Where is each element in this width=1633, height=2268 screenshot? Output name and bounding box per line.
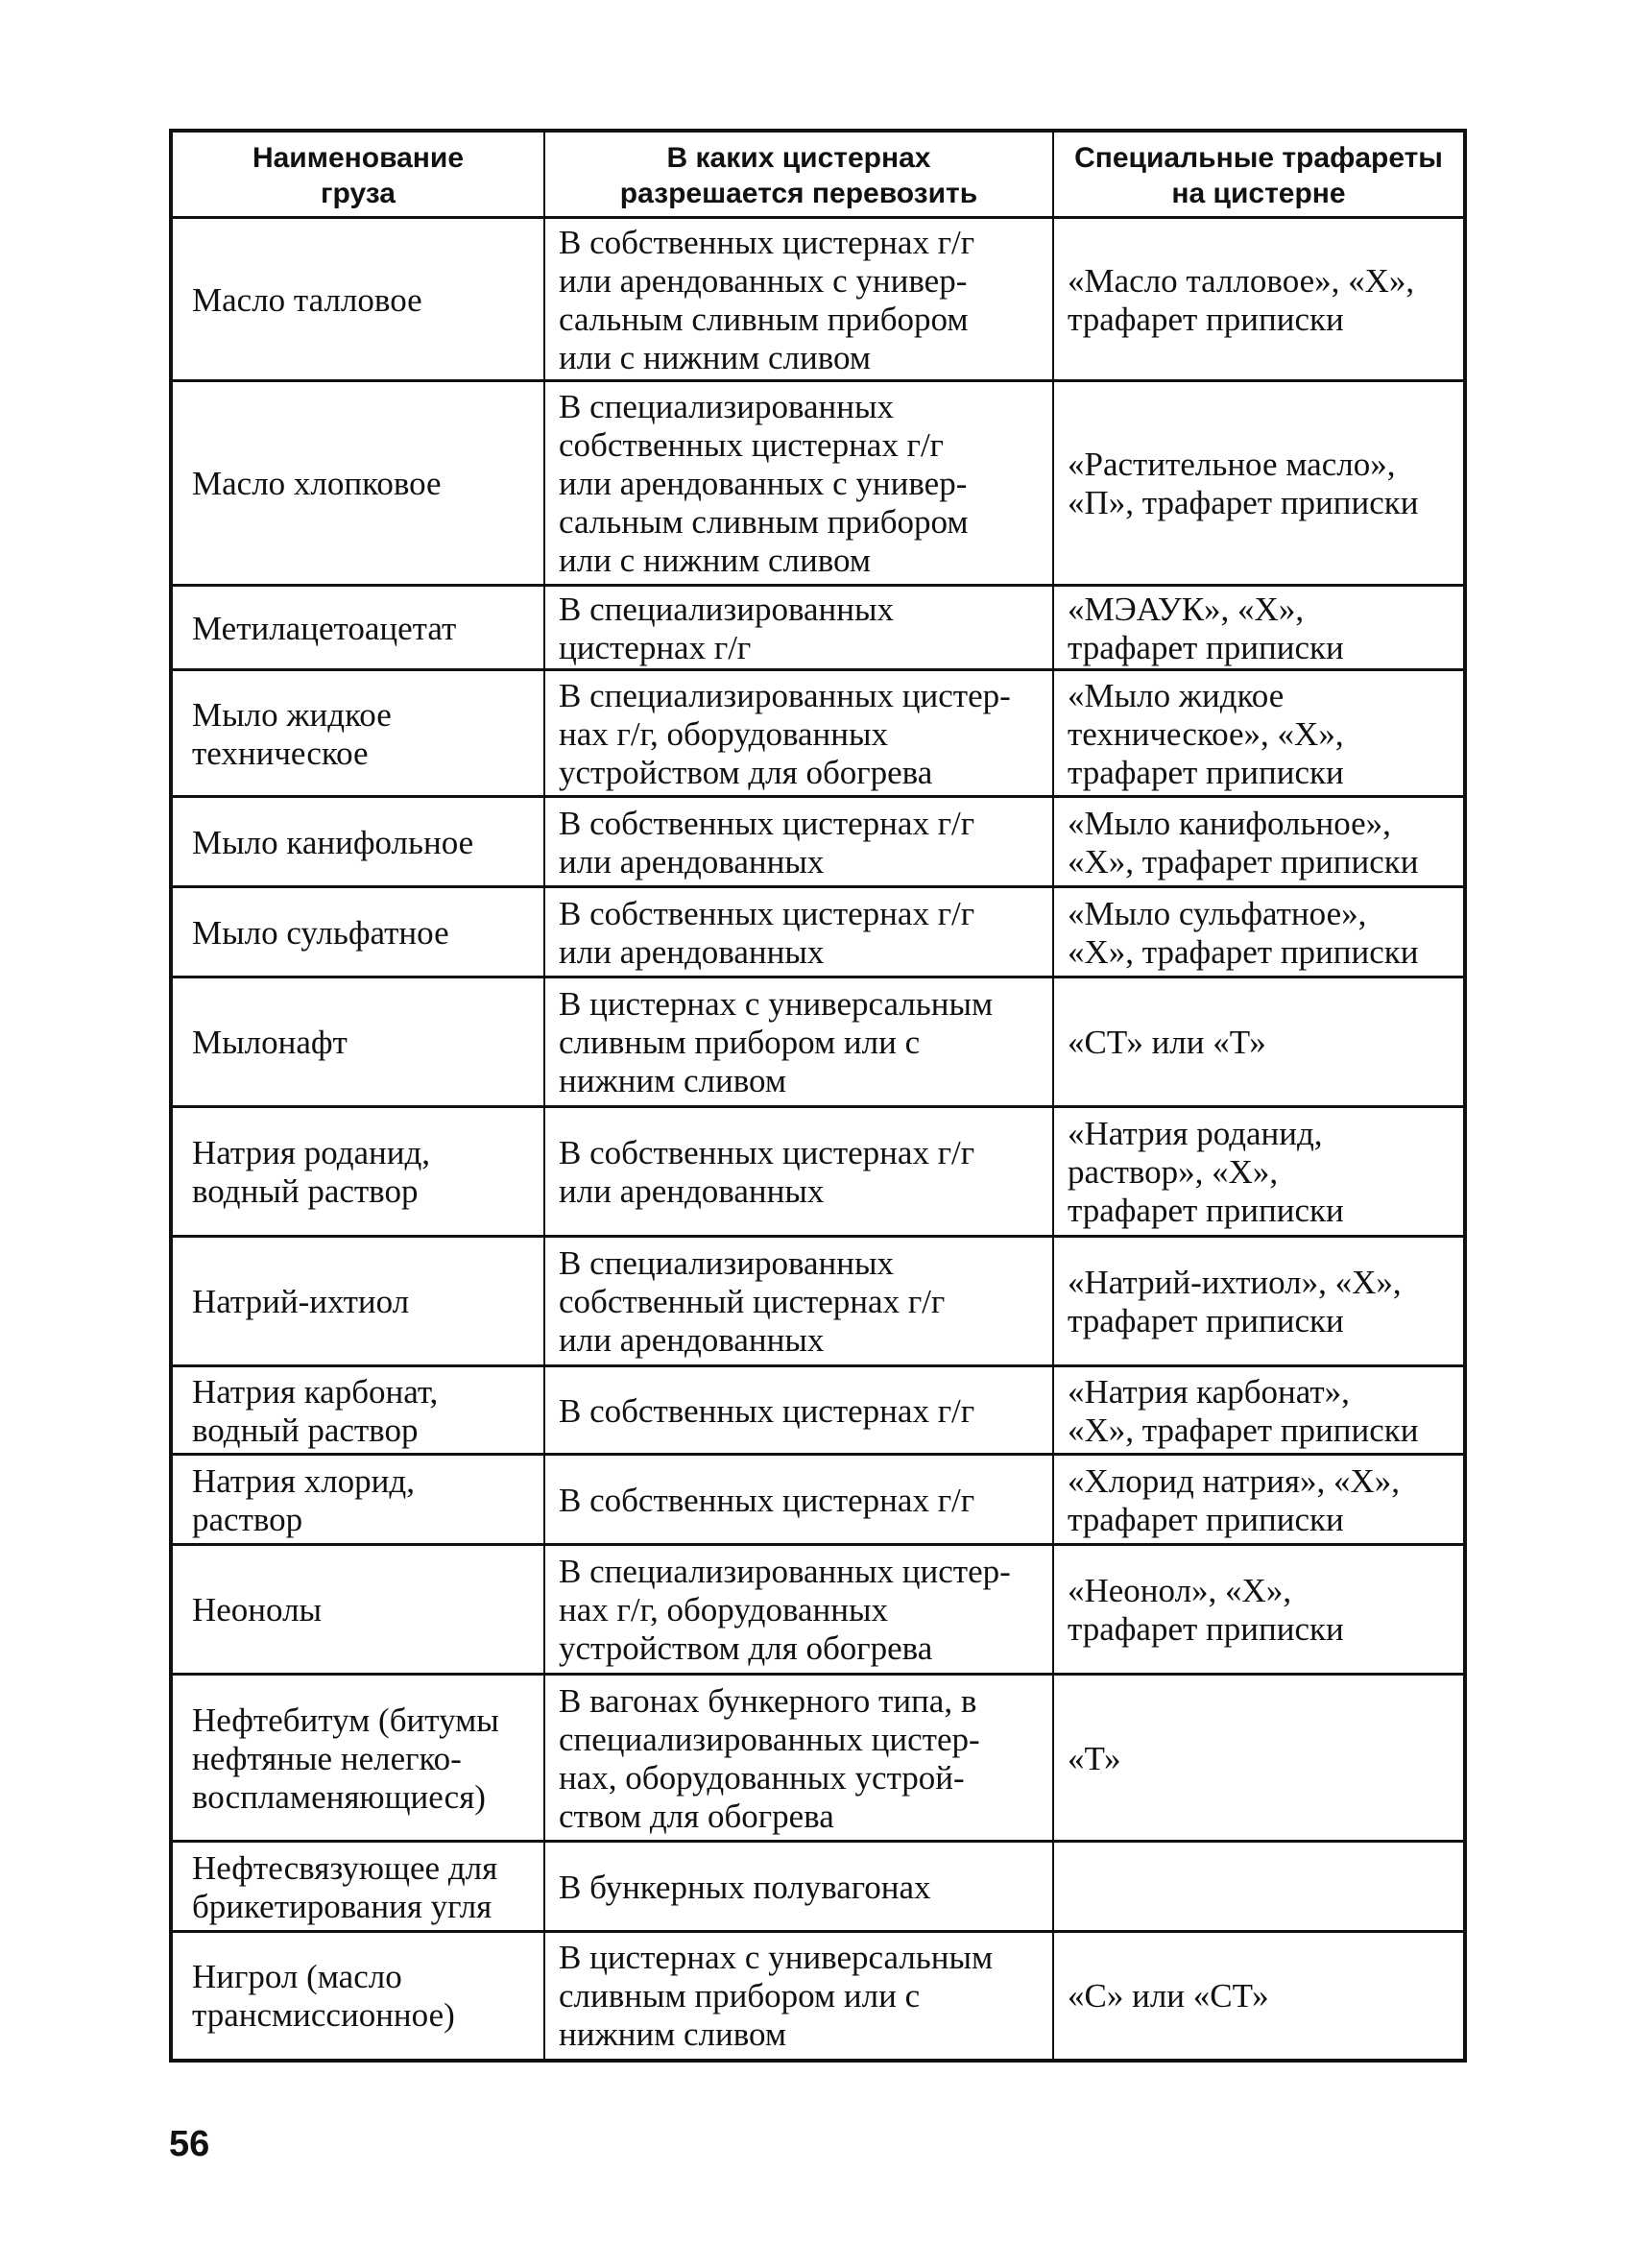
stencils-cell: «Растительное масло», «П», трафарет приписки [1053,381,1465,586]
tanks-cell: В собственных цистернах г/г [544,1455,1053,1545]
table-body [171,218,1465,2061]
table-row [171,977,1465,1107]
stencils-cell: «Хлорид натрия», «Х», трафарет приписки [1053,1455,1465,1545]
cargo-name-cell: Нефтесвязующее для брикетирования угля [171,1842,544,1932]
stencils-cell: «МЭАУК», «Х», трафарет приписки [1053,586,1465,670]
tanks-cell: В вагонах бункерного типа, в специализированных цистер- нах, оборудованных устрой- ством для обогрева [544,1675,1053,1842]
cargo-table [169,129,1467,2063]
stencils-cell: «Мыло жидкое техническое», «Х», трафарет приписки [1053,670,1465,797]
tanks-cell: В специализированных собственных цистернах г/г или арендованных с универ- сальным сливным прибором или с нижним сливом [544,381,1053,586]
table-row [171,670,1465,797]
tanks-cell: В специализированных цистернах г/г [544,586,1053,670]
stencils-cell: «СТ» или «Т» [1053,977,1465,1107]
table-row [171,1842,1465,1932]
tanks-cell: В специализированных цистер- нах г/г, оборудованных устройством для обогрева [544,1545,1053,1675]
cargo-name-cell: Натрий-ихтиол [171,1237,544,1366]
header-cargo-name: Наименование груза [171,131,544,218]
table-row [171,1545,1465,1675]
tanks-cell: В специализированных цистер- нах г/г, оборудованных устройством для обогрева [544,670,1053,797]
stencils-cell [1053,1842,1465,1932]
table-row [171,1932,1465,2061]
header-special-stencils: Специальные трафареты на цистерне [1053,131,1465,218]
table-row [171,1675,1465,1842]
cargo-name-cell: Нигрол (масло трансмиссионное) [171,1932,544,2061]
stencils-cell: «Натрий-ихтиол», «Х», трафарет приписки [1053,1237,1465,1366]
tanks-cell: В цистернах с универсальным сливным прибором или с нижним сливом [544,977,1053,1107]
tanks-cell: В собственных цистернах г/г или арендованных [544,797,1053,887]
page-number: 56 [169,2124,210,2164]
stencils-cell: «Мыло сульфатное», «Х», трафарет приписки [1053,887,1465,977]
cargo-name-cell: Мылонафт [171,977,544,1107]
tanks-cell: В специализированных собственный цистернах г/г или арендованных [544,1237,1053,1366]
table-row [171,1366,1465,1455]
cargo-name-cell: Мыло жидкое техническое [171,670,544,797]
tanks-cell: В собственных цистернах г/г или арендованных с универ- сальным сливным прибором или с нижним сливом [544,218,1053,381]
tanks-cell: В бункерных полувагонах [544,1842,1053,1932]
table-row [171,797,1465,887]
table-row [171,1237,1465,1366]
table-row [171,1455,1465,1545]
table-row [171,586,1465,670]
cargo-name-cell: Натрия карбонат, водный раствор [171,1366,544,1455]
cargo-name-cell: Нефтебитум (битумы нефтяные нелегко- воспламеняющиеся) [171,1675,544,1842]
table-row [171,218,1465,381]
stencils-cell: «Т» [1053,1675,1465,1842]
tanks-cell: В собственных цистернах г/г или арендованных [544,887,1053,977]
cargo-name-cell: Метилацетоацетат [171,586,544,670]
table-row [171,381,1465,586]
cargo-name-cell: Мыло сульфатное [171,887,544,977]
cargo-name-cell: Масло талловое [171,218,544,381]
stencils-cell: «Мыло канифольное», «Х», трафарет приписки [1053,797,1465,887]
tanks-cell: В собственных цистернах г/г или арендованных [544,1107,1053,1237]
stencils-cell: «Натрия карбонат», «Х», трафарет приписки [1053,1366,1465,1455]
table-header [171,131,1465,218]
stencils-cell: «Масло талловое», «Х», трафарет приписки [1053,218,1465,381]
table-row [171,1107,1465,1237]
header-row [171,131,1465,218]
stencils-cell: «Натрия роданид, раствор», «Х», трафарет приписки [1053,1107,1465,1237]
cargo-name-cell: Натрия хлорид, раствор [171,1455,544,1545]
cargo-name-cell: Неонолы [171,1545,544,1675]
tanks-cell: В цистернах с универсальным сливным прибором или с нижним сливом [544,1932,1053,2061]
cargo-name-cell: Мыло канифольное [171,797,544,887]
tanks-cell: В собственных цистернах г/г [544,1366,1053,1455]
cargo-name-cell: Масло хлопковое [171,381,544,586]
stencils-cell: «С» или «СТ» [1053,1932,1465,2061]
table-row [171,887,1465,977]
cargo-name-cell: Натрия роданид, водный раствор [171,1107,544,1237]
header-allowed-tanks: В каких цистернах разрешается перевозить [544,131,1053,218]
stencils-cell: «Неонол», «Х», трафарет приписки [1053,1545,1465,1675]
